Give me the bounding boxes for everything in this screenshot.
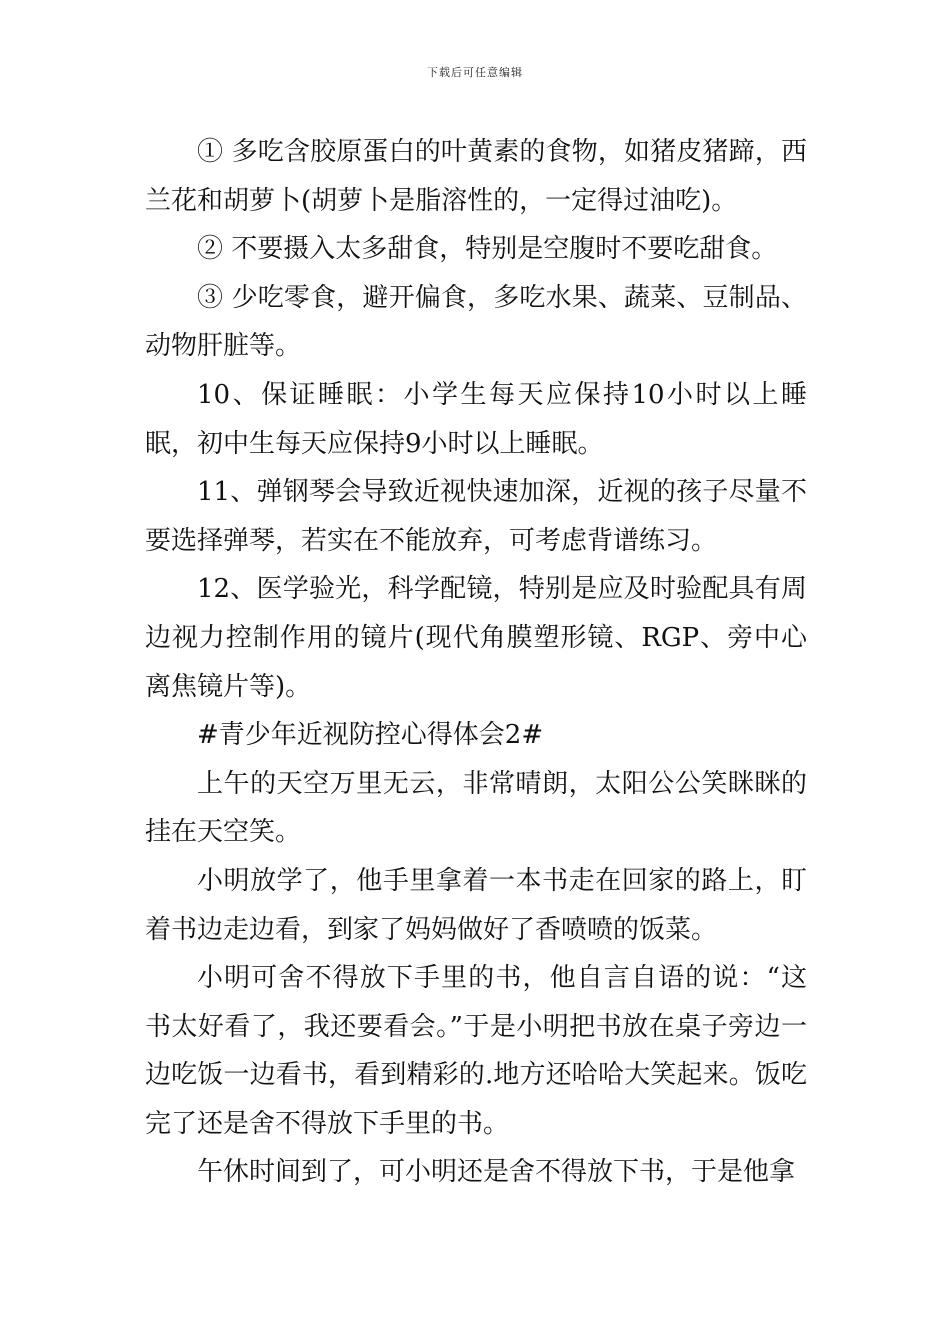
paragraph-tip-3: ③ 少吃零食，避开偏食，多吃水果、蔬菜、豆制品、动物肝脏等。 <box>145 282 807 362</box>
paragraph-story-4: 午休时间到了，可小明还是舍不得放下书，于是他拿 <box>197 1157 796 1188</box>
page-header: 下载后可任意编辑 <box>427 66 523 79</box>
document-body <box>145 128 807 1197</box>
paragraph-item-12: 12、医学验光，科学配镜，特别是应及时验配具有周边视力控制作用的镜片(现代角膜塑形镜、RGP、旁中心离焦镜片等)。 <box>145 574 807 702</box>
paragraph-story-3: 小明可舍不得放下手里的书，他自言自语的说：“这书太好看了，我还要看会。”于是小明把书放在桌子旁边一边吃饭一边看书，看到精彩的.地方还哈哈大笑起来。饭吃完了还是舍不得放下手里的书。 <box>145 963 807 1139</box>
paragraph-item-10: 10、保证睡眠：小学生每天应保持10小时以上睡眠，初中生每天应保持9小时以上睡眠。 <box>145 379 807 459</box>
paragraph-tip-2: ② 不要摄入太多甜食，特别是空腹时不要吃甜食。 <box>197 234 778 265</box>
paragraph-item-11: 11、弹钢琴会导致近视快速加深，近视的孩子尽量不要选择弹琴，若实在不能放弃，可考虑背谱练习。 <box>145 477 807 556</box>
paragraph-story-2: 小明放学了，他手里拿着一本书走在回家的路上，盯着书边走边看，到家了妈妈做好了香喷喷的饭菜。 <box>145 865 807 945</box>
section-title: #青少年近视防控心得体会2# <box>197 720 544 751</box>
paragraph-tip-1: ① 多吃含胶原蛋白的叶黄素的食物，如猪皮猪蹄，西兰花和胡萝卜(胡萝卜是脂溶性的，一定得过油吃)。 <box>145 137 807 216</box>
paragraph-story-1: 上午的天空万里无云，非常晴朗，太阳公公笑眯眯的挂在天空笑。 <box>145 768 807 848</box>
